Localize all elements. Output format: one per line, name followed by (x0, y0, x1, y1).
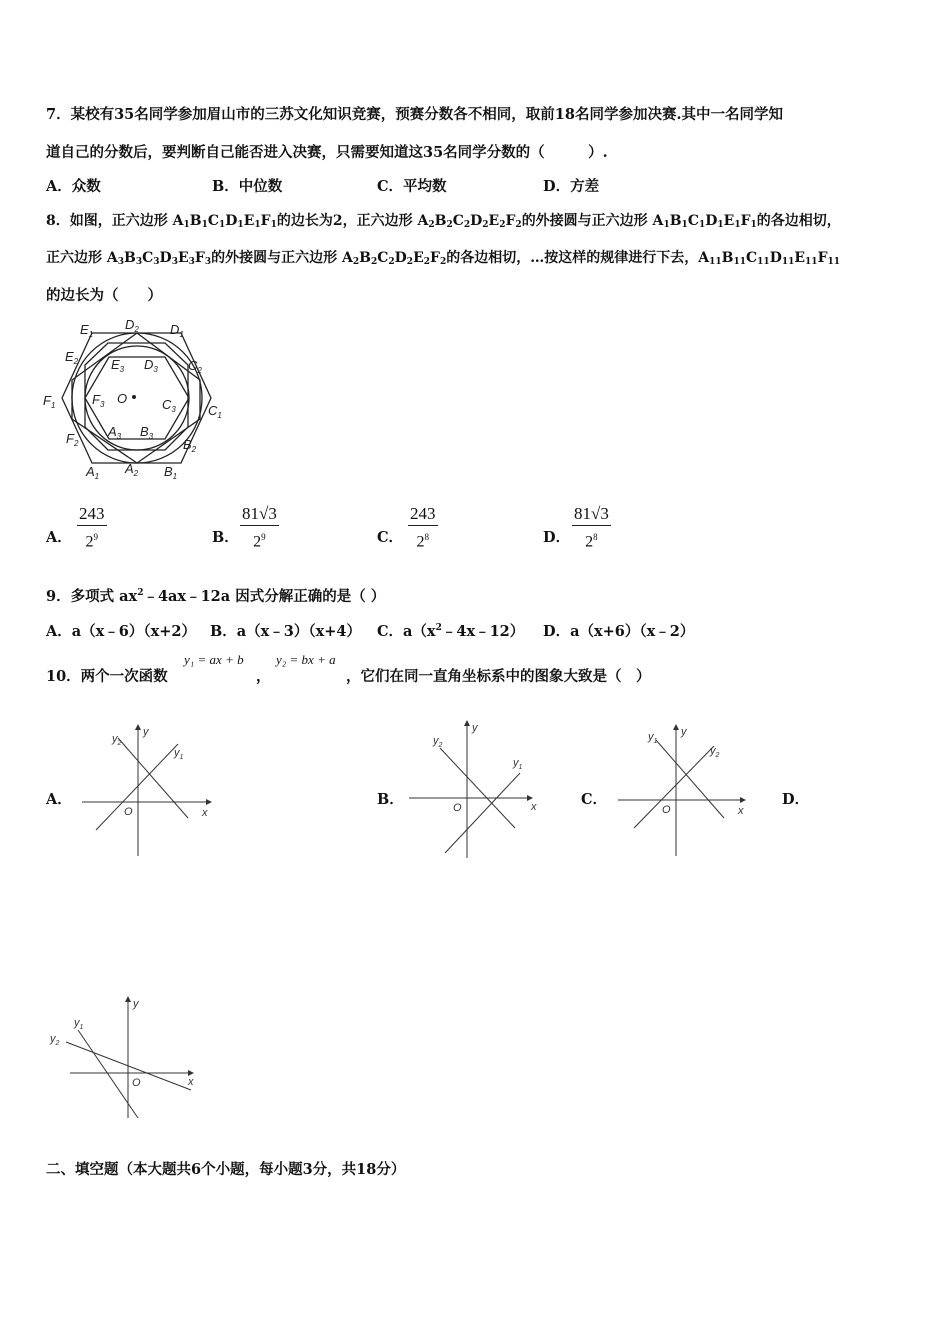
q8-option-a-frac: $\frac{243}{2^9}$ (79, 504, 105, 551)
svg-text:y2: $y_2$ (433, 735, 443, 749)
svg-text:O: O (132, 1077, 141, 1089)
svg-text:y2: $y_2$ (50, 1033, 60, 1047)
q8-option-c-label: C． (377, 529, 404, 546)
svg-text:y: y (143, 726, 149, 738)
q8-option-b-frac: $\frac{81√3}{2^9}$ (242, 504, 277, 551)
q7-option-c: C．平均数 (377, 178, 447, 195)
q10-option-c-label: C． (581, 791, 608, 808)
q10-function-2: y₂ = bx + a (276, 652, 336, 667)
graph-c (614, 722, 749, 862)
graph-d (46, 992, 201, 1127)
q9-option-d: D．a（x+6）（x﹣2） (543, 623, 695, 640)
svg-text:y1: $y_1$ (174, 747, 184, 761)
label-a3: $A_3$ (108, 424, 122, 441)
svg-text:y2: $y_2$ (710, 745, 720, 759)
q7-option-a: A．众数 (46, 178, 101, 195)
q10-option-b-label: B． (377, 791, 404, 808)
label-a2: $A_2$ (125, 461, 139, 478)
label-e2: $E_2$ (65, 349, 79, 366)
q9-option-a: A．a（x﹣6）（x+2） (46, 623, 197, 640)
svg-text:y1: $y_1$ (74, 1017, 84, 1031)
q8-option-d-label: D． (543, 529, 571, 546)
q8-line1: 8．如图，正六边形 $A_1B_1C_1D_1E_1F_1$的边长为2，正六边形 $A_2B_2C_2D_2E_2F_2$的外接圆与正六边形 $A_1B_1C_1D_1E_1F_1$的各边相切， (46, 213, 841, 230)
label-b3: $B_3$ (140, 424, 154, 441)
label-o: O (117, 391, 128, 406)
q8-option-c-frac: $\frac{243}{2^8}$ (410, 504, 436, 551)
label-c2: $C_2$ (188, 358, 202, 375)
label-c1: $C_1$ (208, 403, 222, 420)
q8-option-a-label: A． (46, 529, 72, 546)
svg-text:x: x (202, 807, 208, 819)
svg-text:y: y (681, 726, 687, 738)
q7-line1: 7．某校有35名同学参加眉山市的三苏文化知识竞赛，预赛分数各不相同，取前18名同学参加决赛.其中一名同学知 (46, 106, 783, 123)
svg-text:y1: $y_1$ (648, 731, 658, 745)
svg-text:x: x (188, 1076, 194, 1088)
q9-option-c: C．$a(x^2﹣4x﹣12)$ (377, 623, 525, 640)
label-f1: $F_1$ (43, 393, 56, 410)
label-a1: $A_1$ (86, 464, 100, 481)
q10-option-d-label: D． (782, 791, 810, 808)
hexagon-figure (40, 315, 235, 485)
q10-stem-a: 10．两个一次函数 (46, 668, 168, 685)
label-f3: $F_3$ (92, 392, 105, 409)
svg-text:x: x (738, 805, 744, 817)
q8-line3: 的边长为（ ） (46, 287, 162, 304)
label-d1: $D_1$ (170, 322, 184, 339)
svg-text:y: y (472, 722, 478, 734)
q10-separator: ， (256, 668, 271, 685)
svg-text:x: x (531, 801, 537, 813)
svg-text:O: O (453, 802, 462, 814)
label-d2: $D_2$ (125, 317, 139, 334)
q9-option-b: B．a（x﹣3）（x+4） (210, 623, 362, 640)
q8-option-b-label: B． (212, 529, 239, 546)
q8-line2: 正六边形 $A_3B_3C_3D_3E_3F_3$的外接圆与正六边形 $A_2B_2C_2D_2E_2F_2$的各边相切，…按这样的规律进行下去，$A_{11}B_{11}C_{11}D_{11}E_{11}F_{11}$ (46, 250, 841, 267)
svg-text:O: O (124, 806, 133, 818)
q7-option-d: D．方差 (543, 178, 600, 195)
q7-line2: 道自己的分数后，要判断自己能否进入决赛，只需要知道这35名同学分数的（ ）. (46, 144, 608, 161)
section-2-heading: 二、填空题（本大题共6个小题，每小题3分，共18分） (46, 1161, 406, 1178)
label-e1: $E_1$ (80, 322, 94, 339)
q10-stem-b: ，它们在同一直角坐标系中的图象大致是（ ） (346, 668, 651, 685)
label-b1: $B_1$ (164, 464, 178, 481)
q9-stem: 9．多项式 $ax^2﹣4ax﹣12a$ 因式分解正确的是（ ） (46, 588, 386, 605)
label-b2: $B_2$ (183, 437, 197, 454)
label-e3: $E_3$ (111, 357, 125, 374)
label-f2: $F_2$ (66, 431, 79, 448)
q7-option-b: B．中位数 (212, 178, 283, 195)
graph-a (78, 722, 213, 862)
label-d3: $D_3$ (144, 357, 158, 374)
label-c3: $C_3$ (162, 397, 176, 414)
q8-option-d-frac: $\frac{81√3}{2^8}$ (574, 504, 609, 551)
graph-b (405, 718, 545, 863)
svg-text:O: O (662, 804, 671, 816)
svg-text:y2: $y_2$ (112, 733, 122, 747)
q10-option-a-label: A． (46, 791, 72, 808)
q10-function-1: y₁ = ax + b (184, 652, 244, 667)
svg-text:y: y (133, 998, 139, 1010)
svg-text:y1: $y_1$ (513, 757, 523, 771)
